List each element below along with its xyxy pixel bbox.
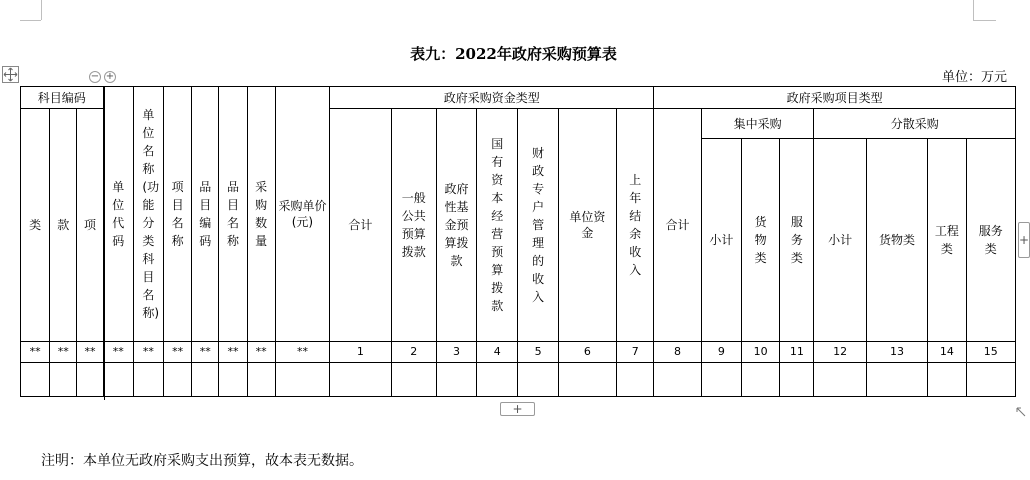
table-cell[interactable] — [164, 363, 192, 397]
table-cell[interactable] — [477, 363, 518, 397]
table-cell[interactable] — [436, 363, 476, 397]
table-cell[interactable] — [558, 363, 616, 397]
header-central-goods: 货物类 — [741, 139, 779, 342]
code-cell: 8 — [654, 342, 701, 363]
code-cell: ** — [133, 342, 163, 363]
header-unit-code: 单位代码 — [103, 87, 133, 342]
code-cell: 1 — [330, 342, 391, 363]
table-cell[interactable] — [741, 363, 779, 397]
code-cell: ** — [21, 342, 50, 363]
code-cell: ** — [219, 342, 247, 363]
code-cell: 11 — [780, 342, 814, 363]
code-cell: 6 — [558, 342, 616, 363]
code-cell: 2 — [391, 342, 436, 363]
code-cell: ** — [164, 342, 192, 363]
code-cell: 5 — [518, 342, 558, 363]
code-cell: ** — [275, 342, 329, 363]
add-row-button[interactable]: + — [500, 402, 535, 416]
table-cell[interactable] — [391, 363, 436, 397]
table-cell[interactable] — [247, 363, 275, 397]
header-fund-type: 政府采购资金类型 — [330, 87, 654, 109]
code-cell: ** — [77, 342, 103, 363]
page-corner-mark — [41, 0, 42, 20]
code-cell: 15 — [966, 342, 1015, 363]
table-cell[interactable] — [701, 363, 741, 397]
header-project-total: 合计 — [654, 109, 701, 342]
footnote: 注明：本单位无政府采购支出预算，故本表无数据。 — [41, 453, 363, 469]
header-unit-name: 单位名称(功能分类科目名称) — [133, 87, 163, 342]
table-cell[interactable] — [814, 363, 866, 397]
table-cell[interactable] — [617, 363, 654, 397]
header-decent-service: 服务类 — [966, 139, 1015, 342]
empty-data-row — [21, 363, 1016, 397]
expand-icon[interactable]: + — [105, 71, 115, 82]
code-cell: 13 — [866, 342, 927, 363]
table-cell[interactable] — [928, 363, 966, 397]
header-gov-fund: 政府性基金预算拨款 — [436, 109, 476, 342]
table-cell[interactable] — [866, 363, 927, 397]
code-cell: 14 — [928, 342, 966, 363]
header-unit-price: 采购单价(元) — [275, 87, 329, 342]
unit-label: 单位：万元 — [941, 70, 1007, 85]
table-cell[interactable] — [219, 363, 247, 397]
table-cell[interactable] — [133, 363, 163, 397]
code-cell: ** — [192, 342, 219, 363]
header-special-account: 财政专户管理的收入 — [518, 109, 558, 342]
table-cell[interactable] — [518, 363, 558, 397]
resize-handle-icon[interactable] — [1016, 402, 1026, 412]
header-centralized: 集中采购 — [701, 109, 814, 139]
table-cell[interactable] — [654, 363, 701, 397]
table-cell[interactable] — [103, 363, 133, 397]
code-cell: 10 — [741, 342, 779, 363]
table-cell[interactable] — [50, 363, 77, 397]
page-corner-mark — [973, 20, 996, 21]
collapse-icon[interactable]: − — [90, 71, 100, 82]
header-item-code: 品目编码 — [192, 87, 219, 342]
add-column-button[interactable]: + — [1018, 222, 1030, 258]
header-quantity: 采购数量 — [247, 87, 275, 342]
header-general-budget: 一般公共预算拨款 — [391, 109, 436, 342]
header-subject-code: 科目编码 — [21, 87, 104, 109]
table-cell[interactable] — [77, 363, 103, 397]
header-project-name: 项目名称 — [164, 87, 192, 342]
header-carryover: 上年结余收入 — [617, 109, 654, 342]
header-central-service: 服务类 — [780, 139, 814, 342]
code-cell: ** — [247, 342, 275, 363]
column-divider — [104, 86, 105, 400]
code-cell: 7 — [617, 342, 654, 363]
page-title: 表九：2022年政府采购预算表 — [410, 45, 617, 63]
code-cell: ** — [103, 342, 133, 363]
table-cell[interactable] — [966, 363, 1015, 397]
header-state-capital: 国有资本经营预算拨款 — [477, 109, 518, 342]
page-corner-mark — [973, 0, 974, 20]
code-cell: 12 — [814, 342, 866, 363]
table-cell[interactable] — [192, 363, 219, 397]
procurement-budget-table — [20, 86, 1016, 397]
header-decent-goods: 货物类 — [866, 139, 927, 342]
header-xiang: 项 — [77, 109, 103, 342]
header-lei: 类 — [21, 109, 50, 342]
table-cell[interactable] — [780, 363, 814, 397]
code-cell: ** — [50, 342, 77, 363]
header-item-name: 品目名称 — [219, 87, 247, 342]
header-kuan: 款 — [50, 109, 77, 342]
code-cell: 3 — [436, 342, 476, 363]
header-decent-engineering: 工程类 — [928, 139, 966, 342]
code-cell: 4 — [477, 342, 518, 363]
header-decent-subtotal: 小计 — [814, 139, 866, 342]
code-cell: 9 — [701, 342, 741, 363]
header-central-subtotal: 小计 — [701, 139, 741, 342]
table-cell[interactable] — [330, 363, 391, 397]
header-unit-fund: 单位资金 — [558, 109, 616, 342]
table-move-handle-icon[interactable] — [2, 66, 19, 83]
header-project-type: 政府采购项目类型 — [654, 87, 1016, 109]
table-cell[interactable] — [275, 363, 329, 397]
header-fund-total: 合计 — [330, 109, 391, 342]
page-corner-mark — [20, 20, 41, 21]
table-cell[interactable] — [21, 363, 50, 397]
header-decentralized: 分散采购 — [814, 109, 1016, 139]
